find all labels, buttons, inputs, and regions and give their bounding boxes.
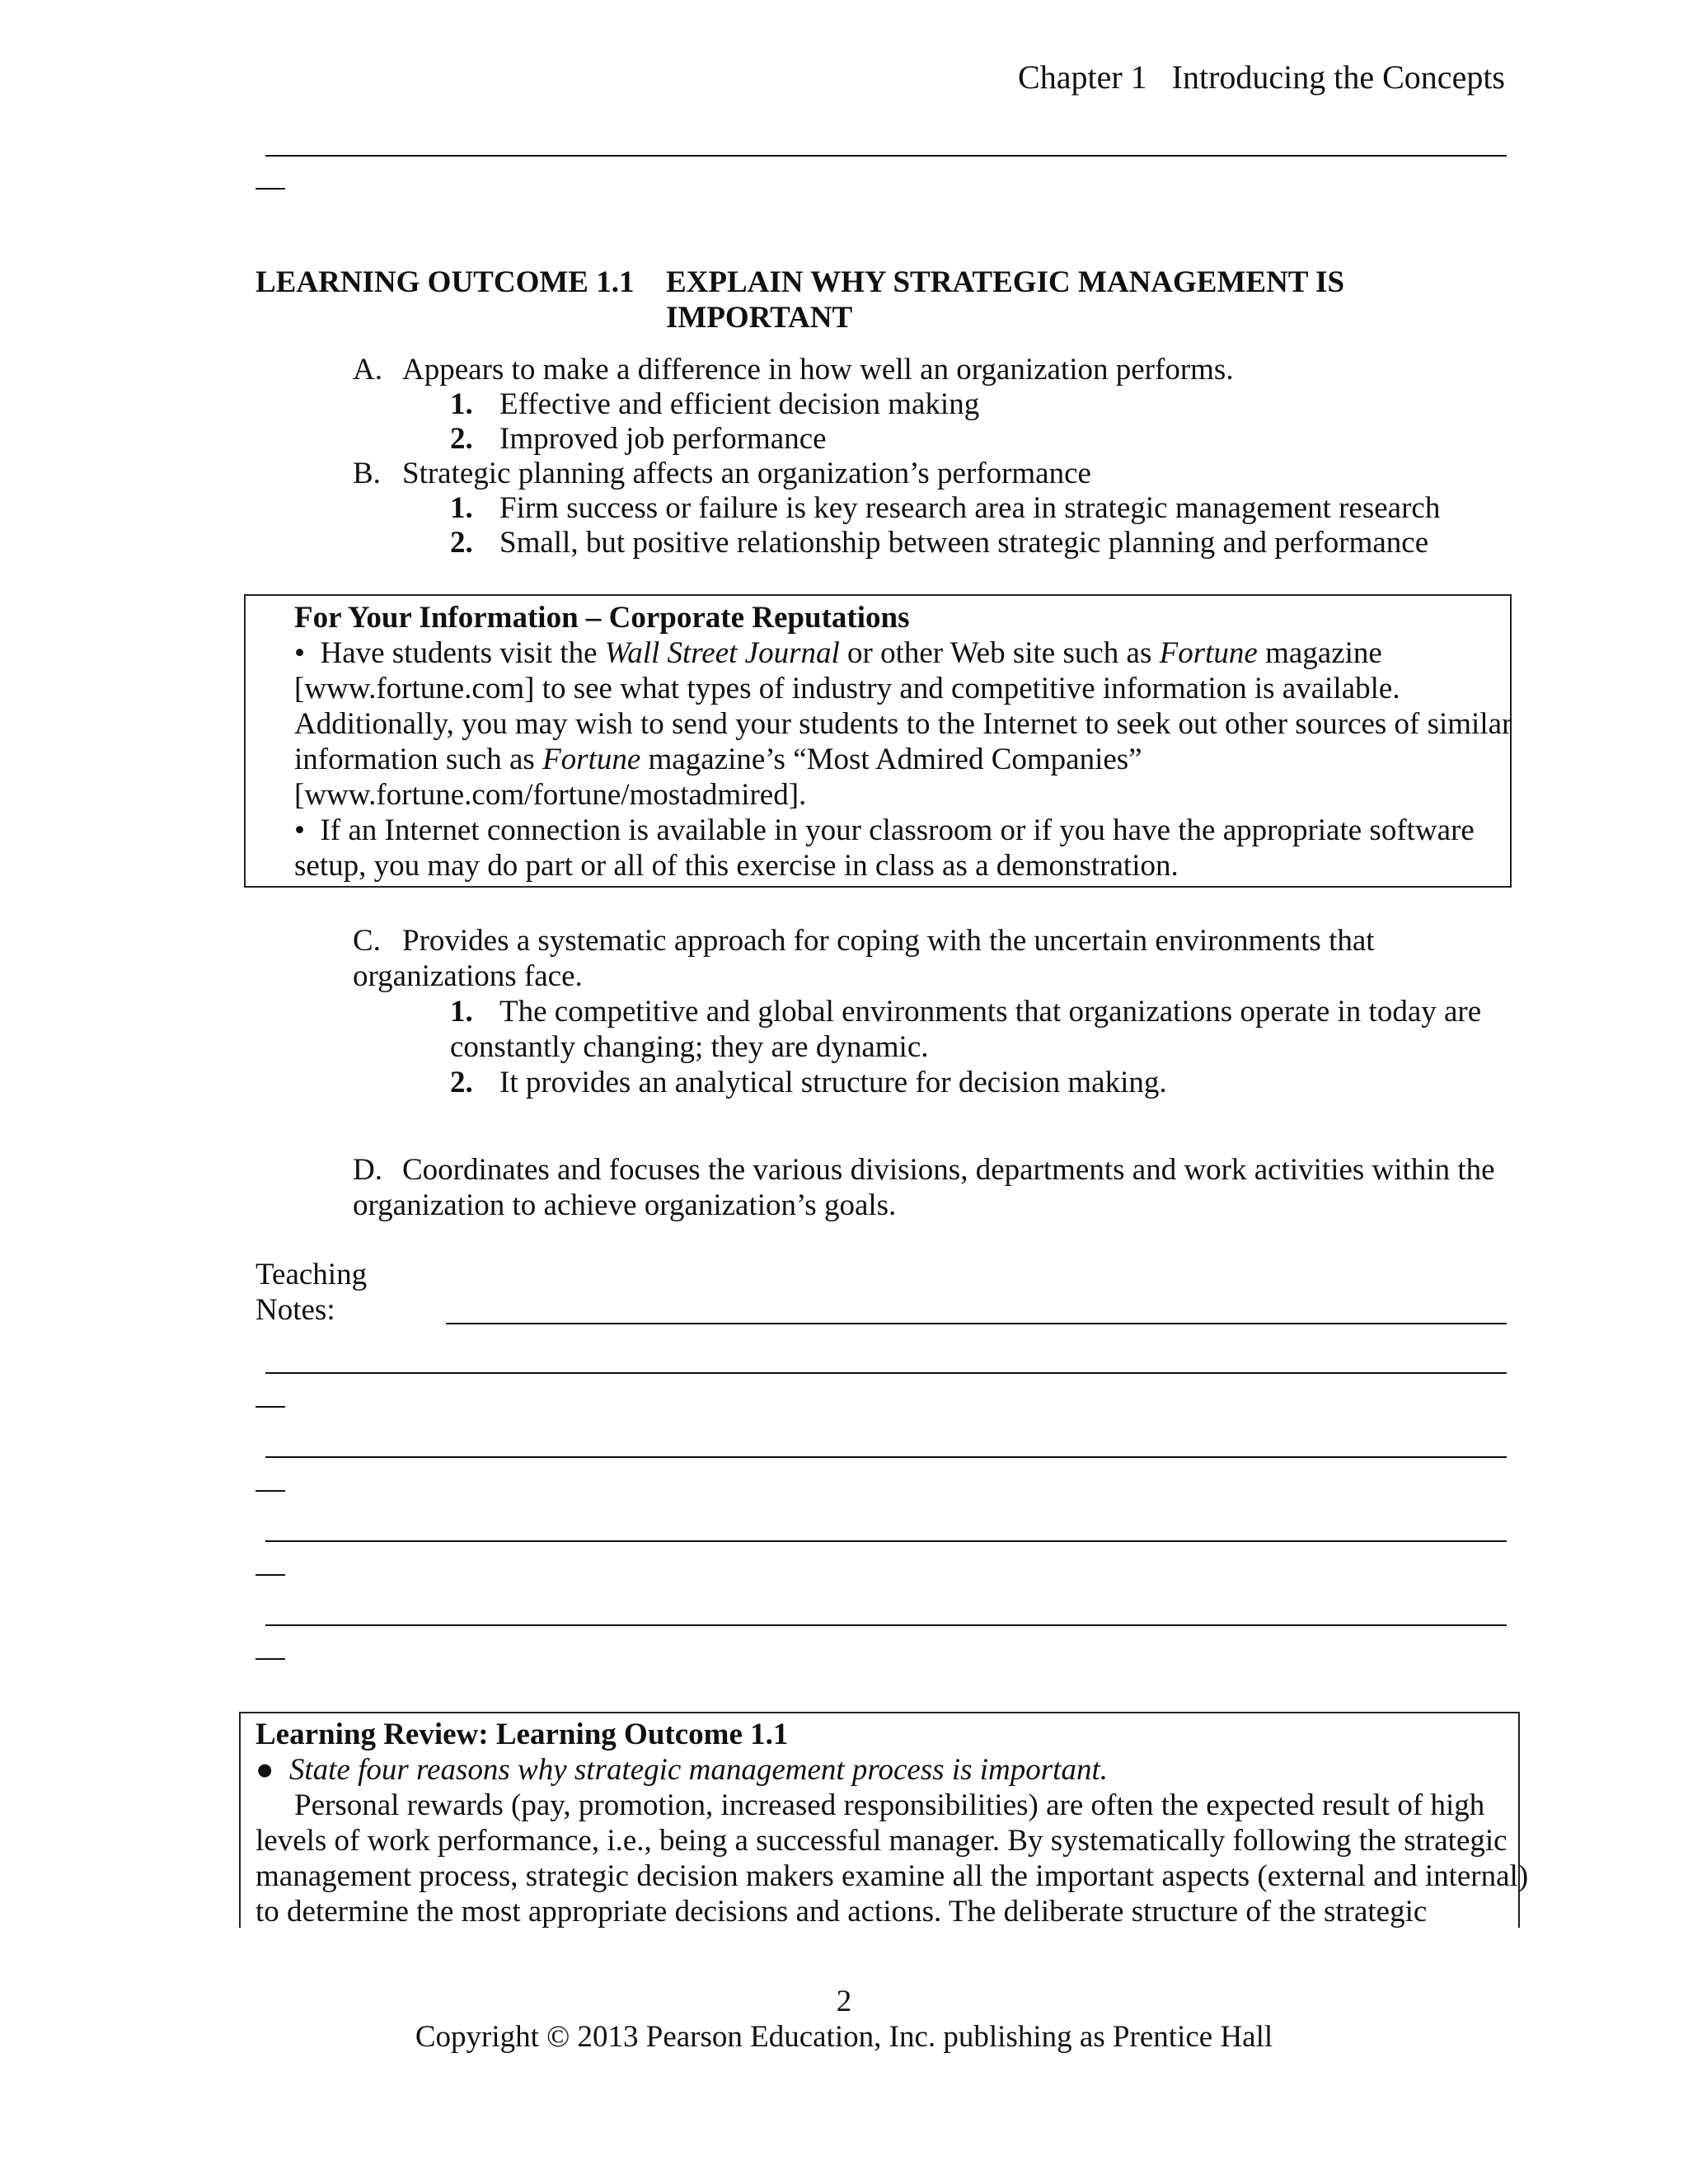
review-answer-line3: management process, strategic decision makers examine all the important aspects (external and internal) [256, 1859, 1529, 1893]
running-header [1018, 59, 1505, 95]
bullet-icon: • [294, 813, 305, 847]
fyi-line5: [www.fortune.com/fortune/mostadmired]. [294, 778, 807, 812]
outline-item-d: D. Coordinates and focuses the various divisions, departments and work activities within the [353, 1153, 1495, 1187]
review-answer-line4: to determine the most appropriate decisions and actions. The deliberate structure of the strategic [256, 1895, 1428, 1929]
outline-item-c1-line2: constantly changing; they are dynamic. [450, 1030, 929, 1064]
outline-item-d-line2: organization to achieve organization’s goals. [353, 1188, 897, 1222]
page-number: 2 [836, 1985, 852, 2018]
outline-item-c2: 2. It provides an analytical structure for decision making. [450, 1066, 1167, 1099]
outline-item-c: C. Provides a systematic approach for coping with the uncertain environments that [353, 924, 1375, 958]
notes-line-5-dash [256, 1658, 285, 1660]
notes-line-2[interactable] [265, 1372, 1507, 1374]
outcome-label: LEARNING OUTCOME 1.1 [256, 265, 635, 299]
teaching-notes-label-line1: Teaching [256, 1258, 368, 1291]
review-answer-line1: Personal rewards (pay, promotion, increased responsibilities) are often the expected result of high [294, 1788, 1485, 1822]
teaching-notes-label-line2: Notes: [256, 1293, 335, 1327]
header-rule [265, 155, 1507, 157]
bullet-icon: ● [256, 1753, 274, 1787]
outline-item-b: B. Strategic planning affects an organization’s performance [353, 457, 1091, 490]
fyi-line4: information such as Fortune magazine’s “Most Admired Companies” [294, 743, 1142, 776]
fyi-line3: Additionally, you may wish to send your students to the Internet to seek out other sources of similar [294, 707, 1512, 741]
fyi-heading: For Your Information – Corporate Reputations [294, 601, 910, 635]
notes-line-4-dash [256, 1574, 285, 1576]
bullet-icon: • [294, 636, 305, 670]
outline-item-c-line2: organizations face. [353, 959, 583, 993]
notes-line-1[interactable] [446, 1323, 1507, 1324]
outline-item-a2: 2. Improved job performance [450, 422, 827, 456]
fyi-bullet2: • If an Internet connection is available in your classroom or if you have the appropriate software [294, 813, 1475, 847]
fyi-line2: [www.fortune.com] to see what types of industry and competitive information is available. [294, 672, 1400, 705]
notes-line-3-dash [256, 1490, 285, 1492]
fyi-bullet1: • Have students visit the Wall Street Journal or other Web site such as Fortune magazine [294, 636, 1382, 670]
review-question: ● State four reasons why strategic management process is important. [256, 1753, 1108, 1787]
wsj-link-text: Wall Street Journal [604, 636, 840, 670]
outline-item-c1: 1. The competitive and global environments that organizations operate in today are [450, 995, 1482, 1029]
outline-item-a1: 1. Effective and efficient decision making [450, 387, 980, 421]
outline-item-b1: 1. Firm success or failure is key research area in strategic management research [450, 491, 1441, 525]
notes-line-2-dash [256, 1406, 285, 1408]
header-rule-dash [256, 188, 285, 190]
outcome-title-line1: EXPLAIN WHY STRATEGIC MANAGEMENT IS [666, 265, 1345, 299]
outline-item-a: A. Appears to make a difference in how well an organization performs. [353, 353, 1234, 387]
review-answer-line2: levels of work performance, i.e., being a successful manager. By systematically following the strategic [256, 1824, 1507, 1858]
chapter-number: Chapter 1 [1018, 59, 1147, 96]
review-heading: Learning Review: Learning Outcome 1.1 [256, 1718, 789, 1751]
copyright-notice: Copyright © 2013 Pearson Education, Inc. publishing as Prentice Hall [415, 2020, 1273, 2054]
fyi-bullet2-line2: setup, you may do part or all of this exercise in class as a demonstration. [294, 849, 1179, 883]
chapter-title: Introducing the Concepts [1171, 59, 1505, 96]
notes-line-4[interactable] [265, 1540, 1507, 1542]
outline-item-b2: 2. Small, but positive relationship between strategic planning and performance [450, 526, 1429, 560]
notes-line-3[interactable] [265, 1456, 1507, 1458]
notes-line-5[interactable] [265, 1624, 1507, 1626]
outcome-title-line2: IMPORTANT [666, 301, 853, 335]
